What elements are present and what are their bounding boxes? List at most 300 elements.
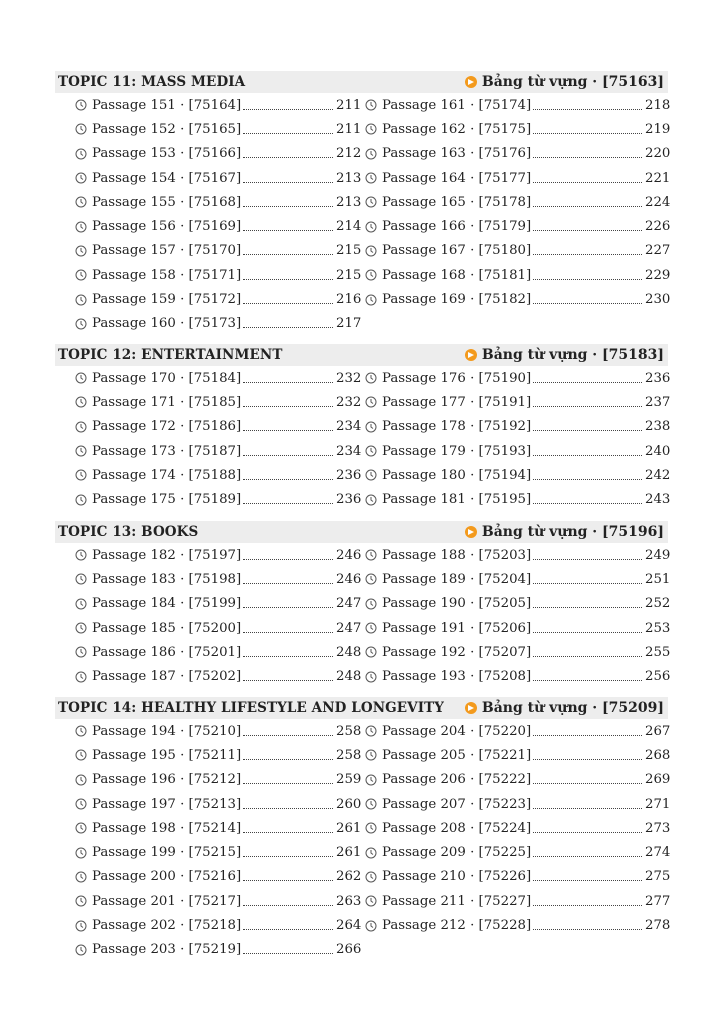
passage-label: Passage 167 · [75180] xyxy=(382,243,532,259)
dot-leader xyxy=(533,559,642,560)
toc-entry[interactable] xyxy=(55,913,362,937)
passage-label: Passage 186 · [75201] xyxy=(92,644,242,660)
toc-entry[interactable] xyxy=(364,816,671,840)
passage-label: Passage 187 · [75202] xyxy=(92,669,242,685)
dot-leader xyxy=(533,583,642,584)
toc-entry[interactable] xyxy=(55,439,362,463)
passage-label: Passage 197 · [75213] xyxy=(92,796,242,812)
toc-entry[interactable] xyxy=(364,616,671,640)
page-number: 224 xyxy=(645,194,671,210)
clock-icon xyxy=(365,798,377,810)
toc-entry[interactable] xyxy=(364,239,671,263)
dot-leader xyxy=(533,109,642,110)
passage-label: Passage 159 · [75172] xyxy=(92,292,242,308)
dot-leader xyxy=(243,880,333,881)
page-number: 215 xyxy=(336,243,362,259)
toc-entry[interactable] xyxy=(55,312,362,336)
passage-label: Passage 209 · [75225] xyxy=(382,845,532,861)
clock-icon xyxy=(75,671,87,683)
toc-entry[interactable] xyxy=(55,865,362,889)
page-number: 253 xyxy=(645,620,671,636)
clock-icon xyxy=(365,622,377,634)
passage-label: Passage 164 · [75177] xyxy=(382,170,532,186)
topic-title: TOPIC 11: MASS MEDIA xyxy=(58,74,246,90)
toc-entry[interactable] xyxy=(364,93,671,117)
passage-label: Passage 176 · [75190] xyxy=(382,370,532,386)
dot-leader xyxy=(533,656,642,657)
passage-label: Passage 192 · [75207] xyxy=(382,644,532,660)
entry-columns xyxy=(55,366,671,512)
dot-leader xyxy=(243,632,333,633)
passage-label: Passage 195 · [75211] xyxy=(92,747,242,763)
passage-label: Passage 196 · [75212] xyxy=(92,772,242,788)
topic-title: TOPIC 13: BOOKS xyxy=(58,524,199,540)
toc-entry[interactable] xyxy=(55,543,362,567)
passage-label: Passage 155 · [75168] xyxy=(92,194,242,210)
page-number: 236 xyxy=(336,492,362,508)
passage-label: Passage 171 · [75185] xyxy=(92,394,242,410)
page-number: 273 xyxy=(645,820,671,836)
page-number: 252 xyxy=(645,596,671,612)
passage-label: Passage 175 · [75189] xyxy=(92,492,242,508)
passage-label: Passage 169 · [75182] xyxy=(382,292,532,308)
clock-icon xyxy=(75,622,87,634)
dot-leader xyxy=(533,759,642,760)
page-number: 221 xyxy=(645,170,671,186)
passage-label: Passage 178 · [75192] xyxy=(382,419,532,435)
page-number: 232 xyxy=(336,370,362,386)
dot-leader xyxy=(243,953,333,954)
left-column xyxy=(55,543,362,689)
dot-leader xyxy=(243,109,333,110)
passage-label: Passage 202 · [75218] xyxy=(92,918,242,934)
right-column xyxy=(364,366,671,512)
clock-icon xyxy=(75,494,87,506)
passage-label: Passage 157 · [75170] xyxy=(92,243,242,259)
dot-leader xyxy=(243,279,333,280)
clock-icon xyxy=(365,372,377,384)
toc-entry[interactable] xyxy=(364,142,671,166)
page-number: 269 xyxy=(645,772,671,788)
page-number: 264 xyxy=(336,918,362,934)
toc-entry[interactable] xyxy=(364,792,671,816)
toc-entry[interactable] xyxy=(364,664,671,688)
passage-label: Passage 199 · [75215] xyxy=(92,845,242,861)
dot-leader xyxy=(243,680,333,681)
page-number: 212 xyxy=(336,146,362,162)
toc-entry[interactable] xyxy=(55,166,362,190)
passage-label: Passage 211 · [75227] xyxy=(382,893,532,909)
passage-label: Passage 163 · [75176] xyxy=(382,146,532,162)
passage-label: Passage 174 · [75188] xyxy=(92,467,242,483)
topic-section xyxy=(55,697,671,962)
toc-entry[interactable] xyxy=(364,166,671,190)
page-number: 234 xyxy=(336,419,362,435)
left-column xyxy=(55,93,362,336)
dot-leader xyxy=(533,206,642,207)
passage-label: Passage 151 · [75164] xyxy=(92,97,242,113)
left-column xyxy=(55,719,362,962)
page-number: 236 xyxy=(336,467,362,483)
dot-leader xyxy=(533,735,642,736)
toc-entry[interactable] xyxy=(55,366,362,390)
passage-label: Passage 193 · [75208] xyxy=(382,669,532,685)
dot-leader xyxy=(243,303,333,304)
toc-entry[interactable] xyxy=(55,263,362,287)
vocab-link[interactable] xyxy=(465,700,664,716)
passage-label: Passage 198 · [75214] xyxy=(92,820,242,836)
passage-label: Passage 191 · [75206] xyxy=(382,620,532,636)
clock-icon xyxy=(75,573,87,585)
clock-icon xyxy=(365,749,377,761)
dot-leader xyxy=(533,430,642,431)
clock-icon xyxy=(75,798,87,810)
vocab-label: Bảng từ vựng xyxy=(481,74,588,90)
dot-leader xyxy=(533,254,642,255)
page-number: 266 xyxy=(336,942,362,958)
vocab-separator: · xyxy=(587,347,603,363)
page-number: 263 xyxy=(336,893,362,909)
passage-label: Passage 152 · [75165] xyxy=(92,121,242,137)
clock-icon xyxy=(75,725,87,737)
dot-leader xyxy=(533,503,642,504)
vocab-play-icon xyxy=(465,76,477,88)
clock-icon xyxy=(75,749,87,761)
passage-label: Passage 189 · [75204] xyxy=(382,571,532,587)
passage-label: Passage 210 · [75226] xyxy=(382,869,532,885)
vocab-link[interactable] xyxy=(465,524,664,540)
toc-entry[interactable] xyxy=(364,439,671,463)
dot-leader xyxy=(243,182,333,183)
toc-entry[interactable] xyxy=(55,592,362,616)
toc-entry[interactable] xyxy=(364,487,671,511)
page-number: 213 xyxy=(336,170,362,186)
page-number: 278 xyxy=(645,918,671,934)
toc-entry[interactable] xyxy=(55,93,362,117)
toc-entry[interactable] xyxy=(55,889,362,913)
page-number: 216 xyxy=(336,292,362,308)
clock-icon xyxy=(365,172,377,184)
page-number: 246 xyxy=(336,571,362,587)
vocab-link[interactable] xyxy=(465,347,664,363)
page-number: 249 xyxy=(645,547,671,563)
topic-header xyxy=(55,71,668,93)
clock-icon xyxy=(75,99,87,111)
dot-leader xyxy=(243,254,333,255)
passage-label: Passage 188 · [75203] xyxy=(382,547,532,563)
toc-entry[interactable] xyxy=(364,390,671,414)
vocab-play-icon xyxy=(465,526,477,538)
right-column xyxy=(364,93,671,336)
toc-entry[interactable] xyxy=(55,743,362,767)
page-number: 237 xyxy=(645,394,671,410)
clock-icon xyxy=(75,944,87,956)
entry-columns xyxy=(55,719,671,962)
toc-entry[interactable] xyxy=(364,592,671,616)
clock-icon xyxy=(75,822,87,834)
topic-header xyxy=(55,521,668,543)
page-number: 217 xyxy=(336,316,362,332)
toc-entry[interactable] xyxy=(364,543,671,567)
page-number: 258 xyxy=(336,723,362,739)
vocab-code: [75209] xyxy=(602,700,664,716)
passage-label: Passage 162 · [75175] xyxy=(382,121,532,137)
page-number: 214 xyxy=(336,219,362,235)
dot-leader xyxy=(533,856,642,857)
page-number: 219 xyxy=(645,121,671,137)
clock-icon xyxy=(365,421,377,433)
toc-entry[interactable] xyxy=(364,913,671,937)
dot-leader xyxy=(243,430,333,431)
dot-leader xyxy=(533,279,642,280)
clock-icon xyxy=(365,549,377,561)
page-number: 211 xyxy=(336,97,362,113)
clock-icon xyxy=(365,469,377,481)
toc-entry[interactable] xyxy=(55,719,362,743)
passage-label: Passage 200 · [75216] xyxy=(92,869,242,885)
vocab-link[interactable] xyxy=(465,74,664,90)
dot-leader xyxy=(533,382,642,383)
toc-entry[interactable] xyxy=(364,889,671,913)
clock-icon xyxy=(75,196,87,208)
dot-leader xyxy=(533,929,642,930)
clock-icon xyxy=(75,847,87,859)
clock-icon xyxy=(365,123,377,135)
toc-entry[interactable] xyxy=(55,142,362,166)
toc-entry[interactable] xyxy=(364,840,671,864)
toc-entry[interactable] xyxy=(364,214,671,238)
toc-entry[interactable] xyxy=(364,719,671,743)
page-number: 234 xyxy=(336,443,362,459)
passage-label: Passage 190 · [75205] xyxy=(382,596,532,612)
passage-label: Passage 168 · [75181] xyxy=(382,267,532,283)
toc-entry[interactable] xyxy=(55,640,362,664)
toc-entry[interactable] xyxy=(55,287,362,311)
dot-leader xyxy=(243,327,333,328)
page-number: 277 xyxy=(645,893,671,909)
toc-entry[interactable] xyxy=(55,487,362,511)
right-column xyxy=(364,719,671,962)
topic-header xyxy=(55,697,668,719)
dot-leader xyxy=(533,632,642,633)
dot-leader xyxy=(243,583,333,584)
clock-icon xyxy=(365,148,377,160)
page-number: 211 xyxy=(336,121,362,137)
page-number: 260 xyxy=(336,796,362,812)
toc-entry[interactable] xyxy=(55,664,362,688)
toc-entry[interactable] xyxy=(55,768,362,792)
clock-icon xyxy=(365,671,377,683)
page-number: 274 xyxy=(645,845,671,861)
dot-leader xyxy=(533,880,642,881)
clock-icon xyxy=(75,172,87,184)
vocab-label: Bảng từ vựng xyxy=(481,347,588,363)
toc-entry[interactable] xyxy=(55,840,362,864)
passage-label: Passage 170 · [75184] xyxy=(92,370,242,386)
dot-leader xyxy=(243,929,333,930)
passage-label: Passage 156 · [75169] xyxy=(92,219,242,235)
clock-icon xyxy=(365,445,377,457)
clock-icon xyxy=(365,294,377,306)
passage-label: Passage 161 · [75174] xyxy=(382,97,532,113)
vocab-label: Bảng từ vựng xyxy=(481,700,588,716)
page-number: 261 xyxy=(336,820,362,836)
page-number: 271 xyxy=(645,796,671,812)
dot-leader xyxy=(533,157,642,158)
dot-leader xyxy=(243,832,333,833)
toc-entry[interactable] xyxy=(364,263,671,287)
clock-icon xyxy=(75,549,87,561)
toc-entry[interactable] xyxy=(364,190,671,214)
page-number: 242 xyxy=(645,467,671,483)
passage-label: Passage 172 · [75186] xyxy=(92,419,242,435)
passage-label: Passage 206 · [75222] xyxy=(382,772,532,788)
passage-label: Passage 182 · [75197] xyxy=(92,547,242,563)
toc-entry[interactable] xyxy=(364,117,671,141)
clock-icon xyxy=(75,269,87,281)
passage-label: Passage 212 · [75228] xyxy=(382,918,532,934)
toc-entry[interactable] xyxy=(364,640,671,664)
clock-icon xyxy=(365,847,377,859)
toc-entry[interactable] xyxy=(55,190,362,214)
dot-leader xyxy=(243,905,333,906)
page-number: 230 xyxy=(645,292,671,308)
toc-entry[interactable] xyxy=(55,616,362,640)
passage-label: Passage 204 · [75220] xyxy=(382,723,532,739)
dot-leader xyxy=(533,832,642,833)
dot-leader xyxy=(243,808,333,809)
toc-entry[interactable] xyxy=(55,938,362,962)
page-number: 255 xyxy=(645,644,671,660)
vocab-separator: · xyxy=(587,700,603,716)
toc-entry[interactable] xyxy=(55,390,362,414)
toc-entry[interactable] xyxy=(364,743,671,767)
page-number: 246 xyxy=(336,547,362,563)
dot-leader xyxy=(533,303,642,304)
dot-leader xyxy=(243,479,333,480)
page-number: 229 xyxy=(645,267,671,283)
passage-label: Passage 205 · [75221] xyxy=(382,747,532,763)
passage-label: Passage 184 · [75199] xyxy=(92,596,242,612)
toc-entry[interactable] xyxy=(55,792,362,816)
toc-entry[interactable] xyxy=(364,865,671,889)
dot-leader xyxy=(243,759,333,760)
clock-icon xyxy=(75,294,87,306)
dot-leader xyxy=(243,607,333,608)
passage-label: Passage 177 · [75191] xyxy=(382,394,532,410)
page-number: 251 xyxy=(645,571,671,587)
topic-section xyxy=(55,71,671,336)
toc-entry[interactable] xyxy=(364,567,671,591)
dot-leader xyxy=(243,455,333,456)
clock-icon xyxy=(75,871,87,883)
passage-label: Passage 179 · [75193] xyxy=(382,443,532,459)
clock-icon xyxy=(75,396,87,408)
vocab-label: Bảng từ vựng xyxy=(481,524,588,540)
toc-entry[interactable] xyxy=(364,287,671,311)
passage-label: Passage 203 · [75219] xyxy=(92,942,242,958)
clock-icon xyxy=(365,774,377,786)
clock-icon xyxy=(365,725,377,737)
toc-entry[interactable] xyxy=(55,239,362,263)
clock-icon xyxy=(365,646,377,658)
clock-icon xyxy=(75,895,87,907)
clock-icon xyxy=(365,221,377,233)
page-number: 247 xyxy=(336,620,362,636)
passage-label: Passage 154 · [75167] xyxy=(92,170,242,186)
dot-leader xyxy=(533,905,642,906)
clock-icon xyxy=(75,318,87,330)
clock-icon xyxy=(365,494,377,506)
clock-icon xyxy=(75,421,87,433)
clock-icon xyxy=(365,822,377,834)
topic-title: TOPIC 12: ENTERTAINMENT xyxy=(58,347,283,363)
page-number: 240 xyxy=(645,443,671,459)
dot-leader xyxy=(533,479,642,480)
clock-icon xyxy=(75,221,87,233)
page-number: 218 xyxy=(645,97,671,113)
page-number: 268 xyxy=(645,747,671,763)
dot-leader xyxy=(243,856,333,857)
toc-entry[interactable] xyxy=(364,415,671,439)
page-number: 267 xyxy=(645,723,671,739)
clock-icon xyxy=(75,646,87,658)
toc-entry[interactable] xyxy=(55,117,362,141)
vocab-play-icon xyxy=(465,349,477,361)
page-number: 227 xyxy=(645,243,671,259)
toc-entry[interactable] xyxy=(364,768,671,792)
right-column xyxy=(364,543,671,689)
dot-leader xyxy=(533,406,642,407)
toc-entry[interactable] xyxy=(55,214,362,238)
topic-section xyxy=(55,521,671,689)
clock-icon xyxy=(75,469,87,481)
toc-entry[interactable] xyxy=(55,816,362,840)
vocab-code: [75196] xyxy=(602,524,664,540)
clock-icon xyxy=(365,245,377,257)
toc-entry[interactable] xyxy=(364,463,671,487)
passage-label: Passage 165 · [75178] xyxy=(382,194,532,210)
passage-label: Passage 160 · [75173] xyxy=(92,316,242,332)
page-number: 248 xyxy=(336,644,362,660)
dot-leader xyxy=(533,808,642,809)
toc-entry[interactable] xyxy=(55,415,362,439)
clock-icon xyxy=(365,196,377,208)
clock-icon xyxy=(75,920,87,932)
page-number: 232 xyxy=(336,394,362,410)
page-number: 262 xyxy=(336,869,362,885)
toc-entry[interactable] xyxy=(55,463,362,487)
toc-entry[interactable] xyxy=(364,366,671,390)
passage-label: Passage 158 · [75171] xyxy=(92,267,242,283)
topic-header xyxy=(55,344,668,366)
vocab-separator: · xyxy=(587,74,603,90)
passage-label: Passage 201 · [75217] xyxy=(92,893,242,909)
page-number: 261 xyxy=(336,845,362,861)
dot-leader xyxy=(243,157,333,158)
page-number: 275 xyxy=(645,869,671,885)
dot-leader xyxy=(243,206,333,207)
dot-leader xyxy=(533,783,642,784)
dot-leader xyxy=(533,230,642,231)
passage-label: Passage 173 · [75187] xyxy=(92,443,242,459)
passage-label: Passage 181 · [75195] xyxy=(382,492,532,508)
passage-label: Passage 153 · [75166] xyxy=(92,146,242,162)
toc-entry[interactable] xyxy=(55,567,362,591)
clock-icon xyxy=(75,123,87,135)
page-number: 256 xyxy=(645,669,671,685)
passage-label: Passage 185 · [75200] xyxy=(92,620,242,636)
